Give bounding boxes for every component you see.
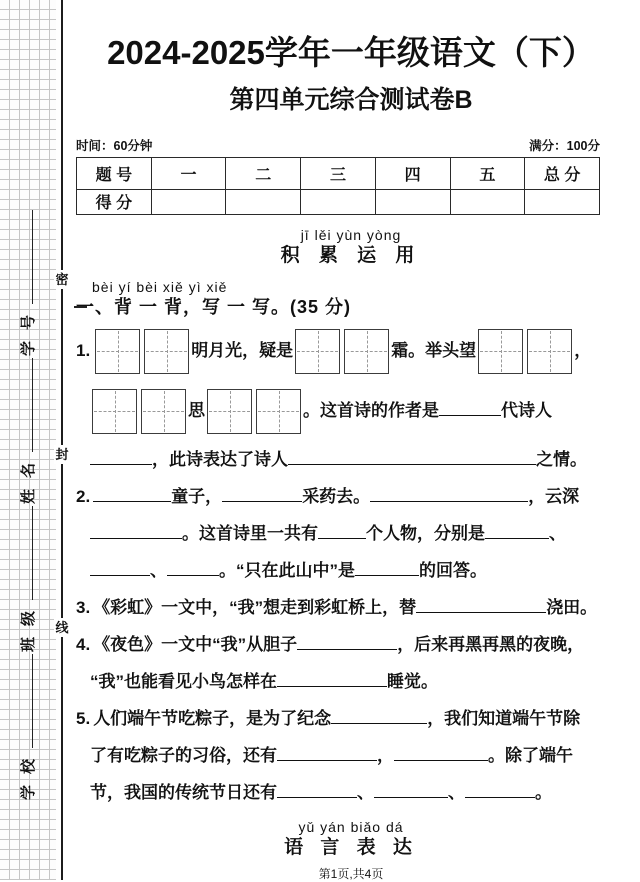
- question-text: 、: [357, 782, 374, 802]
- question-text: 。这首诗的作者是: [303, 400, 439, 420]
- answer-blank[interactable]: [297, 635, 397, 650]
- sidebar-field-label: 班级: [20, 599, 37, 652]
- answer-blank[interactable]: [90, 524, 182, 539]
- question-text: 采药去。: [302, 486, 371, 506]
- question-one-title: 一、背 一 背，写 一 写。(35 分): [76, 297, 352, 318]
- sidebar-field-label: 学校: [20, 747, 37, 800]
- score-table-header-cell: 一: [151, 157, 226, 189]
- question-line: [76, 633, 626, 657]
- question: [76, 328, 626, 472]
- score-cell[interactable]: [226, 189, 301, 214]
- question-text: 《夜色》一文中“我”从胆子: [93, 634, 298, 654]
- sidebar-field-blank[interactable]: [19, 506, 33, 600]
- section-accumulate-heading: [76, 227, 626, 268]
- score-cell[interactable]: [375, 189, 450, 214]
- question-text: 代诗人: [501, 400, 552, 420]
- question-text: 。“只在此山中”是: [219, 560, 355, 580]
- page-title: 2024-2025学年一年级语文（下）: [107, 34, 595, 71]
- question-number: 2.: [76, 486, 91, 506]
- question-text: 、: [549, 523, 566, 543]
- question-text: 了有吃粽子的习俗，还有: [90, 745, 277, 765]
- question-line: [76, 485, 626, 509]
- score-table-header-cell: 题 号: [77, 157, 152, 189]
- question-line: [90, 388, 626, 435]
- writing-grid-box[interactable]: [141, 389, 186, 434]
- question-one-heading: [76, 278, 626, 320]
- answer-blank[interactable]: [222, 487, 302, 502]
- questions: [76, 328, 626, 805]
- question-line: [76, 596, 626, 620]
- question-line: [76, 707, 626, 731]
- sidebar-fields: [14, 0, 44, 880]
- score-table-header-cell: 四: [375, 157, 450, 189]
- answer-blank[interactable]: [485, 524, 549, 539]
- section-language-pinyin: yǔ yán biǎo dá: [298, 818, 404, 835]
- question-number: 1.: [76, 340, 91, 360]
- writing-grid-box[interactable]: [207, 389, 252, 434]
- answer-blank[interactable]: [277, 746, 377, 761]
- question-text: 、: [150, 560, 167, 580]
- question: [76, 596, 626, 620]
- score-table-score-row: [77, 189, 600, 214]
- question-line: [90, 522, 626, 546]
- answer-blank[interactable]: [167, 561, 219, 576]
- score-cell[interactable]: [450, 189, 525, 214]
- question-text: 。: [535, 782, 552, 802]
- score-table-header-row: [77, 157, 600, 189]
- question-line: [90, 781, 626, 805]
- writing-grid-box[interactable]: [95, 329, 140, 374]
- writing-grid-box[interactable]: [256, 389, 301, 434]
- question-line: [90, 744, 626, 768]
- question-text: 的回答。: [419, 560, 487, 580]
- question: [76, 633, 626, 694]
- writing-grid-box[interactable]: [344, 329, 389, 374]
- exam-meta: [76, 136, 600, 154]
- score-table-header-cell: 五: [450, 157, 525, 189]
- score-cell[interactable]: [301, 189, 376, 214]
- answer-blank[interactable]: [277, 672, 387, 687]
- question-text: ，: [574, 340, 592, 360]
- question-text: 明月光，疑是: [191, 340, 294, 360]
- sidebar-field-blank[interactable]: [19, 654, 33, 748]
- sidebar-field-blank[interactable]: [19, 210, 33, 304]
- sidebar-field-blank[interactable]: [19, 358, 33, 452]
- seal-char-feng: 封: [55, 447, 69, 462]
- sidebar-field-label: 姓名: [20, 451, 37, 504]
- question-line: [76, 328, 626, 375]
- question-one-pinyin: bèi yí bèi xiě yì xiě: [92, 279, 228, 296]
- writing-grid-box[interactable]: [295, 329, 340, 374]
- answer-blank[interactable]: [93, 487, 171, 502]
- score-table-header-cell: 三: [301, 157, 376, 189]
- section-accumulate-pinyin: jī lěi yùn yòng: [300, 226, 402, 243]
- answer-blank[interactable]: [394, 746, 488, 761]
- answer-blank[interactable]: [416, 598, 546, 613]
- score-row-label: 得 分: [77, 189, 152, 214]
- question-text: 节，我国的传统节日还有: [90, 782, 277, 802]
- full-score-label: 满分：100分: [529, 138, 600, 153]
- seal-char-mi: 密: [55, 272, 69, 287]
- seal-char-xian: 线: [55, 620, 69, 635]
- question-text: 《彩虹》一文中，“我”想走到彩虹桥上，替: [93, 597, 417, 617]
- time-limit-label: 时间：60分钟: [76, 138, 153, 153]
- answer-blank[interactable]: [370, 487, 528, 502]
- answer-blank[interactable]: [277, 783, 357, 798]
- question-text: ，后来再黑再黑的夜晚，: [397, 634, 585, 654]
- question-text: ，: [377, 745, 394, 765]
- score-table-header-cell: 二: [226, 157, 301, 189]
- question-text: 浇田。: [546, 597, 598, 617]
- question-text: “我”也能看见小鸟怎样在: [90, 671, 277, 691]
- score-cell[interactable]: [525, 189, 600, 214]
- sidebar-field-label: 学号: [20, 303, 37, 356]
- page-subtitle: 第四单元综合测试卷B: [229, 85, 473, 114]
- score-table-header-cell: 总 分: [525, 157, 600, 189]
- question-text: 之情。: [536, 449, 587, 469]
- section-language-heading: [76, 818, 626, 861]
- question-text: 、: [448, 782, 465, 802]
- question-number: 4.: [76, 634, 91, 654]
- answer-blank[interactable]: [355, 561, 419, 576]
- answer-blank[interactable]: [90, 450, 152, 465]
- seal-line-rule: [61, 0, 63, 880]
- writing-grid-box[interactable]: [92, 389, 137, 434]
- question-text: ，此诗表达了诗人: [152, 449, 288, 469]
- question: [76, 707, 626, 805]
- answer-blank[interactable]: [288, 450, 536, 465]
- writing-grid-box[interactable]: [144, 329, 189, 374]
- section-accumulate-title: 积 累 运 用: [280, 245, 422, 267]
- question-number: 5.: [76, 708, 91, 728]
- question: [76, 485, 626, 583]
- question-line: [90, 448, 626, 472]
- question-text: ，我们知道端午节除: [427, 708, 581, 728]
- answer-blank[interactable]: [374, 783, 448, 798]
- writing-grid-box[interactable]: [478, 329, 523, 374]
- score-cell[interactable]: [151, 189, 226, 214]
- question-text: 童子，: [171, 486, 223, 506]
- question-text: 思: [188, 400, 205, 420]
- section-language-title: 语 言 表 达: [284, 836, 418, 858]
- answer-blank[interactable]: [318, 524, 366, 539]
- question-text: 。除了端午: [488, 745, 573, 765]
- question-text: 个人物，分别是: [366, 523, 485, 543]
- answer-blank[interactable]: [331, 709, 427, 724]
- score-table: [76, 157, 600, 215]
- exam-paper: [76, 0, 626, 882]
- question-text: 霜。举头望: [391, 340, 477, 360]
- page-number: 第1页,共4页: [318, 866, 384, 881]
- question-text: 。这首诗里一共有: [182, 523, 318, 543]
- answer-blank[interactable]: [439, 401, 501, 416]
- question-number: 3.: [76, 597, 91, 617]
- question-line: [90, 559, 626, 583]
- question-text: 人们端午节吃粽子，是为了纪念: [93, 708, 332, 728]
- question-text: ，云深: [528, 486, 580, 506]
- question-text: 睡觉。: [387, 671, 438, 691]
- answer-blank[interactable]: [90, 561, 150, 576]
- writing-grid-box[interactable]: [527, 329, 572, 374]
- question-line: [90, 670, 626, 694]
- answer-blank[interactable]: [465, 783, 535, 798]
